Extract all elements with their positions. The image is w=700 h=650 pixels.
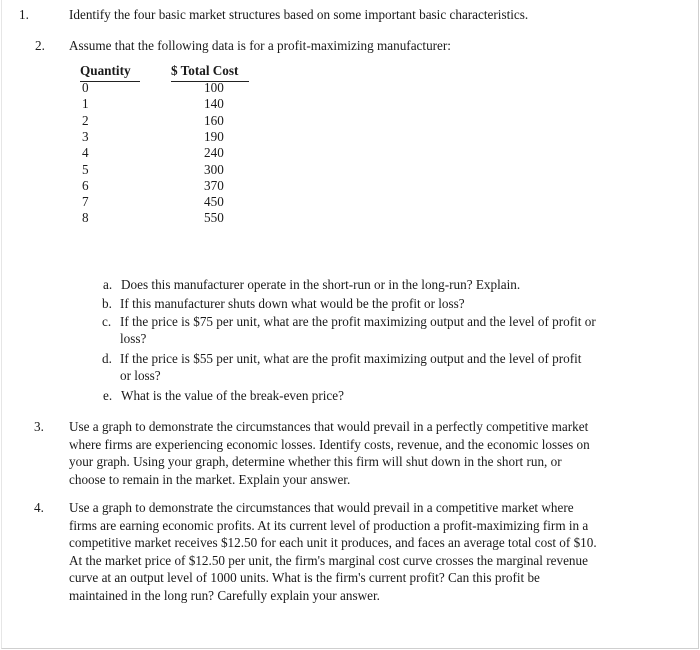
question-3-line: where firms are experiencing economic losses. Identify costs, revenue, and the economic losses on [69, 436, 590, 452]
question-4-line: maintained in the long run? Carefully explain your answer. [69, 587, 380, 603]
total-cost-cell: 140 [204, 96, 224, 112]
question-3-line: your graph. Using your graph, determine whether this firm will shut down in the short run, or [69, 454, 562, 469]
question-3-number: 3. [34, 419, 44, 434]
question-4-line: At the market price of $12.50 per unit, the firm's marginal cost curve crosses the marginal revenue [69, 552, 588, 568]
quantity-cell: 3 [82, 128, 89, 144]
total-cost-cell: 450 [204, 194, 224, 210]
subquestion-text: If the price is $55 per unit, what are the profit maximizing output and the level of profit [120, 351, 582, 366]
quantity-cell: 0 [82, 80, 89, 95]
question-4-line: firms are earning economic profits. At its current level of production a profit-maximizing firm in a [69, 517, 589, 533]
total-cost-cell: 370 [204, 177, 224, 193]
total-cost-cell: 550 [204, 210, 224, 226]
subquestion-text: If the price is $75 per unit, what are the profit maximizing output and the level of profit or [120, 314, 596, 329]
quantity-cell: 7 [82, 194, 89, 210]
question-4-number: 4. [34, 500, 44, 515]
subquestion-label: a. [103, 277, 113, 292]
question-3-line: choose to remain in the market. Explain your answer. [69, 471, 351, 487]
question-4-line: curve at an output level of 1000 units. What is the firm's current profit? Can this profit be [69, 570, 540, 585]
total-cost-cell: 160 [204, 112, 224, 128]
quantity-cell: 8 [82, 210, 89, 226]
question-3-line: Use a graph to demonstrate the circumstances that would prevail in a perfectly competitive market [69, 419, 589, 434]
question-4-line: competitive market receives $12.50 for each unit it produces, and faces an average total cost of $10. [69, 535, 597, 550]
quantity-cell: 2 [82, 112, 89, 128]
quantity-cell: 6 [82, 177, 89, 193]
question-2-number: 2. [35, 38, 45, 53]
subquestion-text: Does this manufacturer operate in the short-run or in the long-run? Explain. [121, 277, 521, 292]
question-1-text: Identify the four basic market structures based on some important basic characteristics. [69, 7, 529, 22]
subquestion-text: or loss? [120, 368, 161, 383]
question-4-line: Use a graph to demonstrate the circumstances that would prevail in a competitive market where [69, 500, 574, 515]
subquestion-text: loss? [120, 331, 147, 346]
question-2-text: Assume that the following data is for a profit-maximizing manufacturer: [69, 38, 451, 53]
quantity-cell: 4 [82, 145, 89, 161]
subquestion-label: c. [102, 314, 112, 329]
table-header-total-cost: $ Total Cost [171, 63, 239, 78]
subquestion-label: e. [103, 388, 113, 403]
question-1-number: 1. [19, 7, 29, 22]
subquestion-label: b. [102, 296, 112, 311]
total-cost-cell: 300 [204, 161, 224, 177]
quantity-cell: 5 [82, 161, 89, 177]
subquestion-text: What is the value of the break-even price? [121, 388, 344, 403]
total-cost-cell: 240 [204, 145, 224, 161]
subquestion-text: If this manufacturer shuts down what would be the profit or loss? [120, 296, 465, 311]
table-header-quantity: Quantity [80, 63, 131, 78]
subquestion-label: d. [102, 351, 112, 366]
total-cost-cell: 100 [204, 80, 224, 95]
header-underline [80, 81, 140, 82]
total-cost-cell: 190 [204, 128, 224, 144]
quantity-cell: 1 [82, 96, 89, 112]
